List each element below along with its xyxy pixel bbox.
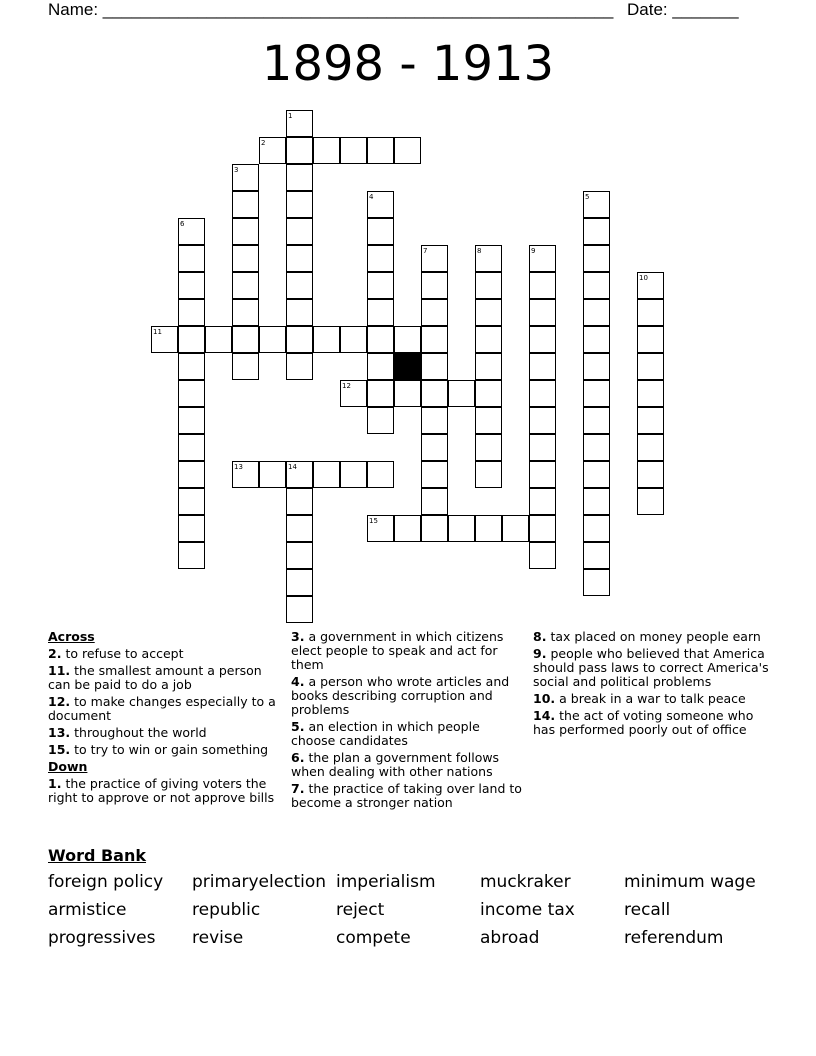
grid-cell[interactable] [637,461,664,488]
grid-cell[interactable] [475,299,502,326]
clue-across-2 [48,647,284,661]
word-bank-item: progressives [48,928,156,948]
grid-cell[interactable] [286,596,313,623]
word-bank-item: recall [624,900,671,920]
clue-number: 6. [291,750,305,765]
grid-cell[interactable] [583,407,610,434]
grid-cell[interactable] [367,461,394,488]
word-bank-item: primaryelection [192,872,327,892]
grid-cell[interactable] [583,542,610,569]
grid-cell[interactable] [313,461,340,488]
grid-cell[interactable] [529,434,556,461]
clue-down-3 [291,630,527,672]
grid-cell[interactable] [421,272,448,299]
clue-number: 3. [291,629,305,644]
cell-number: 14 [288,463,297,471]
grid-cell[interactable] [475,245,502,272]
grid-cell[interactable] [178,326,205,353]
grid-cell[interactable] [421,488,448,515]
clue-number: 12. [48,694,71,709]
grid-cell[interactable] [178,461,205,488]
clue-number: 8. [533,629,547,644]
clue-number: 11. [48,663,71,678]
grid-cell[interactable] [232,245,259,272]
grid-cell[interactable] [475,461,502,488]
grid-cell[interactable] [637,272,664,299]
grid-cell[interactable] [583,461,610,488]
grid-cell[interactable] [502,515,529,542]
clue-down-1 [48,777,284,805]
clue-text: a person who wrote articles and books describing corruption and problems [291,674,510,717]
grid-cell[interactable] [286,191,313,218]
header [48,0,768,22]
clue-text: the plan a government follows when dealing with other nations [291,750,500,779]
grid-cell[interactable] [178,245,205,272]
grid-cell[interactable] [583,326,610,353]
grid-cell[interactable] [583,353,610,380]
grid-cell[interactable] [286,488,313,515]
grid-cell[interactable] [475,326,502,353]
clue-number: 4. [291,674,305,689]
word-bank-item: referendum [624,928,724,948]
cell-number: 3 [234,166,239,174]
grid-cell[interactable] [178,434,205,461]
word-bank-item: revise [192,928,244,948]
grid-cell[interactable] [421,407,448,434]
clue-number: 9. [533,646,547,661]
grid-cell[interactable] [529,461,556,488]
grid-cell[interactable] [529,407,556,434]
grid-cell[interactable] [259,326,286,353]
clue-text: an election in which people choose candidates [291,719,480,748]
clue-text: throughout the world [74,725,207,740]
clue-text: the smallest amount a person can be paid to do a job [48,663,262,692]
word-bank-item: republic [192,900,261,920]
grid-cell[interactable] [313,326,340,353]
grid-cell[interactable] [286,461,313,488]
cell-number: 1 [288,112,293,120]
grid-cell[interactable] [421,326,448,353]
grid-cell[interactable] [367,218,394,245]
clue-across-12 [48,695,284,723]
grid-cell[interactable] [583,488,610,515]
clue-text: the practice of taking over land to become a stronger nation [291,781,522,810]
grid-cell[interactable] [583,515,610,542]
grid-cell[interactable] [583,218,610,245]
clue-down-7 [291,782,527,810]
grid-cell[interactable] [178,488,205,515]
clue-number: 15. [48,742,71,757]
grid-cell[interactable] [637,380,664,407]
grid-cell[interactable] [421,434,448,461]
clue-text: tax placed on money people earn [550,629,761,644]
grid-cell[interactable] [583,272,610,299]
grid-cell[interactable] [583,434,610,461]
grid-cell[interactable] [286,299,313,326]
clues-column-1 [48,630,284,808]
clue-down-5 [291,720,527,748]
grid-cell[interactable] [286,542,313,569]
clues-column-2 [291,630,527,813]
grid-cell[interactable] [475,380,502,407]
grid-cell[interactable] [232,353,259,380]
grid-cell[interactable] [637,407,664,434]
grid-cell[interactable] [367,137,394,164]
grid-cell[interactable] [529,353,556,380]
grid-cell[interactable] [286,515,313,542]
grid-cell[interactable] [340,137,367,164]
grid-cell[interactable] [259,137,286,164]
clue-number: 5. [291,719,305,734]
grid-cell[interactable] [583,191,610,218]
clue-text: the practice of giving voters the right to approve or not approve bills [48,776,275,805]
grid-cell[interactable] [421,461,448,488]
clue-number: 7. [291,781,305,796]
grid-cell[interactable] [232,191,259,218]
cell-number: 9 [531,247,536,255]
grid-cell[interactable] [475,434,502,461]
clue-down-14 [533,709,769,737]
down-heading: Down [48,759,88,774]
grid-cell[interactable] [529,272,556,299]
grid-cell[interactable] [178,272,205,299]
grid-cell[interactable] [637,326,664,353]
grid-cell[interactable] [475,353,502,380]
grid-cell[interactable] [421,380,448,407]
grid-cell[interactable] [421,353,448,380]
grid-cell[interactable] [421,515,448,542]
clue-down-6 [291,751,527,779]
word-bank-item: abroad [480,928,540,948]
grid-cell[interactable] [232,272,259,299]
grid-cell[interactable] [178,542,205,569]
grid-cell[interactable] [340,380,367,407]
clues-column-3 [533,630,769,740]
cell-number: 8 [477,247,482,255]
name-field[interactable]: Name: ______________________________________________________ [48,0,614,19]
grid-cell[interactable] [232,326,259,353]
grid-cell[interactable] [178,380,205,407]
grid-cell[interactable] [583,569,610,596]
grid-cell[interactable] [367,326,394,353]
grid-cell[interactable] [475,407,502,434]
cell-number: 6 [180,220,185,228]
grid-cell[interactable] [286,137,313,164]
clue-across-15 [48,743,284,757]
grid-cell[interactable] [637,488,664,515]
grid-cell[interactable] [529,380,556,407]
grid-cell[interactable] [232,164,259,191]
grid-cell[interactable] [448,380,475,407]
clue-number: 14. [533,708,556,723]
word-bank-item: imperialism [336,872,436,892]
clue-text: a government in which citizens elect people to speak and act for them [291,629,504,672]
cell-number: 4 [369,193,374,201]
clue-number: 10. [533,691,556,706]
grid-cell[interactable] [340,326,367,353]
grid-cell[interactable] [367,299,394,326]
grid-cell[interactable] [529,488,556,515]
clue-text: the act of voting someone who has performed poorly out of office [533,708,754,737]
grid-cell[interactable] [286,110,313,137]
grid-cell[interactable] [394,515,421,542]
grid-cell[interactable] [232,461,259,488]
cell-number: 5 [585,193,590,201]
grid-cell[interactable] [286,164,313,191]
grid-cell[interactable] [367,245,394,272]
grid-cell[interactable] [583,380,610,407]
cell-number: 10 [639,274,648,282]
grid-cell[interactable] [394,380,421,407]
grid-cell[interactable] [286,353,313,380]
grid-cell[interactable] [178,299,205,326]
clue-text: people who believed that America should pass laws to correct America's social and political problems [533,646,769,689]
cell-number: 7 [423,247,428,255]
grid-cell[interactable] [286,326,313,353]
grid-cell[interactable] [394,137,421,164]
across-heading: Across [48,629,95,644]
grid-cell[interactable] [340,461,367,488]
grid-cell[interactable] [367,515,394,542]
grid-cell[interactable] [529,326,556,353]
grid-cell[interactable] [637,434,664,461]
grid-cell[interactable] [313,137,340,164]
page-title: 1898 - 1913 [261,36,555,92]
grid-cell[interactable] [286,218,313,245]
word-bank-item: compete [336,928,411,948]
clue-text: a break in a war to talk peace [559,691,746,706]
clue-number: 2. [48,646,62,661]
date-field[interactable]: Date: _______ [627,0,739,19]
grid-cell[interactable] [475,515,502,542]
grid-cell[interactable] [232,299,259,326]
word-bank-title: Word Bank [48,846,147,865]
grid-cell[interactable] [367,272,394,299]
word-bank-item: reject [336,900,385,920]
cell-number: 15 [369,517,378,525]
grid-cell[interactable] [286,569,313,596]
clue-number: 1. [48,776,62,791]
grid-cell[interactable] [637,299,664,326]
word-bank-item: muckraker [480,872,571,892]
word-bank-item: minimum wage [624,872,756,892]
clue-down-4 [291,675,527,717]
clue-down-9 [533,647,769,689]
grid-cell[interactable] [178,353,205,380]
grid-cell[interactable] [367,191,394,218]
grid-cell[interactable] [178,407,205,434]
word-bank-item: armistice [48,900,127,920]
clue-across-13 [48,726,284,740]
grid-cell[interactable] [259,461,286,488]
grid-cell[interactable] [178,515,205,542]
grid-cell[interactable] [421,245,448,272]
grid-cell[interactable] [286,272,313,299]
grid-cell[interactable] [529,542,556,569]
clue-down-10 [533,692,769,706]
cell-number: 13 [234,463,243,471]
clue-down-8 [533,630,769,644]
grid-cell[interactable] [205,326,232,353]
clue-text: to try to win or gain something [74,742,269,757]
grid-cell[interactable] [178,218,205,245]
grid-cell[interactable] [529,299,556,326]
grid-cell[interactable] [232,218,259,245]
grid-cell[interactable] [583,299,610,326]
grid-cell[interactable] [367,380,394,407]
word-bank-item: income tax [480,900,575,920]
grid-cell[interactable] [529,245,556,272]
grid-cell[interactable] [394,326,421,353]
clue-text: to refuse to accept [65,646,184,661]
grid-cell[interactable] [529,515,556,542]
grid-cell[interactable] [583,245,610,272]
grid-cell[interactable] [151,326,178,353]
clue-text: to make changes especially to a document [48,694,276,723]
cell-number: 2 [261,139,266,147]
grid-cell[interactable] [421,299,448,326]
grid-cell[interactable] [367,353,394,380]
grid-cell-black [394,353,421,380]
clue-across-11 [48,664,284,692]
grid-cell[interactable] [637,353,664,380]
cell-number: 12 [342,382,351,390]
cell-number: 11 [153,328,162,336]
grid-cell[interactable] [448,515,475,542]
grid-cell[interactable] [367,407,394,434]
grid-cell[interactable] [475,272,502,299]
grid-cell[interactable] [286,245,313,272]
word-bank-item: foreign policy [48,872,164,892]
clue-number: 13. [48,725,71,740]
